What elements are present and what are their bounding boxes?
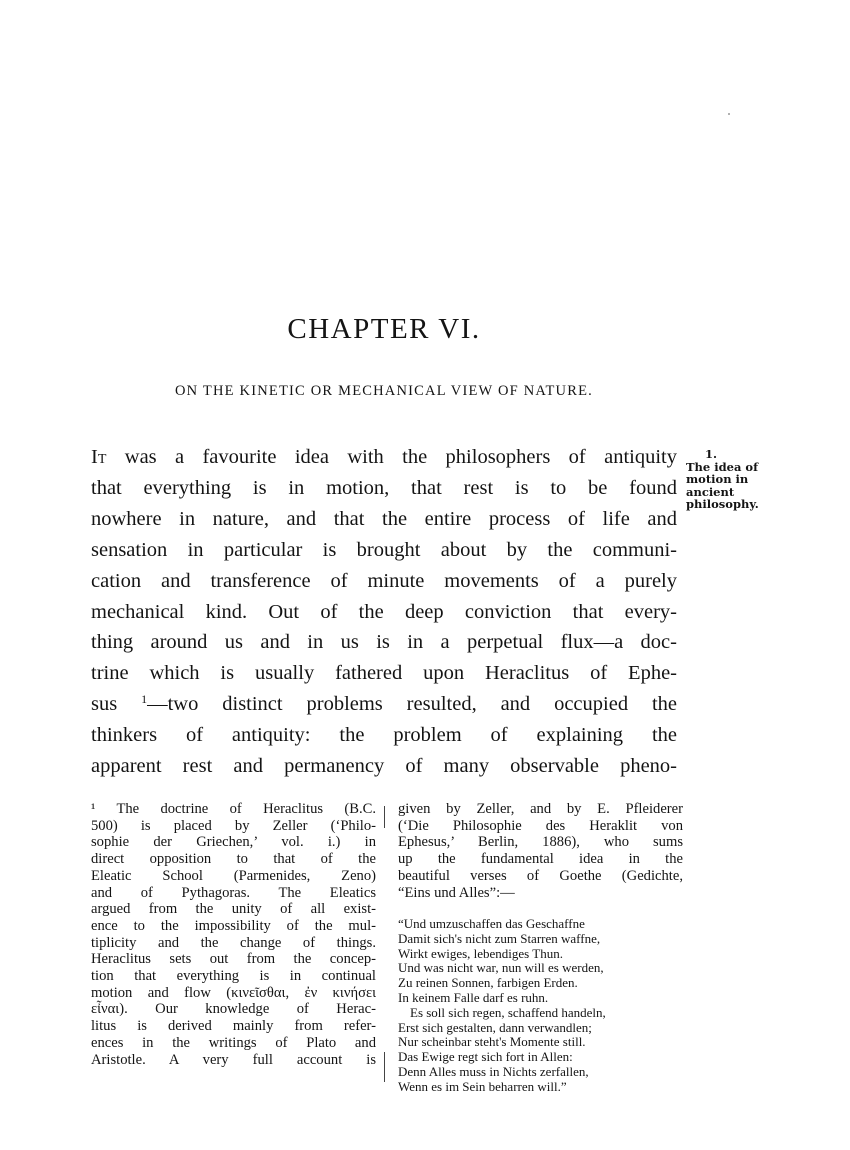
footnote-line: direct opposition to that of the [91, 851, 376, 868]
footnote-line: sophie der Griechen,’ vol. i.) in [91, 834, 376, 851]
footnote-line: given by Zeller, and by E. Pfleiderer [398, 801, 683, 817]
footnote-line: ences in the writings of Plato and [91, 1034, 376, 1051]
poem-line: Das Ewige regt sich fort in Allen: [398, 1049, 573, 1065]
poem-line: Damit sich's nicht zum Starren waffne, [398, 930, 601, 946]
sidenote-line: The idea of [686, 459, 759, 474]
body-line [91, 442, 677, 473]
footnote-column-right [398, 801, 683, 901]
poem-line: Und was nicht war, nun will es werden, [398, 960, 604, 976]
paper-speck [728, 113, 730, 115]
footnote-line: Eleatic School (Parmenides, Zeno) [91, 867, 376, 884]
body-line: thing around us and in us is in a perpetual flux—a doc- [91, 631, 677, 654]
footnote-line: (‘Die Philosophie des Heraklit von [398, 817, 683, 834]
poem-line: Wenn es im Sein beharren will.” [398, 1078, 567, 1094]
footnote-line: tion that everything is in continual [91, 968, 376, 985]
footnote-line: and of Pythagoras. The Eleatics [91, 884, 376, 901]
column-rule [384, 1052, 385, 1082]
body-line-prefix: sus [91, 693, 118, 716]
footnote-line: “Eins und Alles”:— [398, 884, 515, 901]
body-paragraph [91, 442, 677, 782]
body-line: trine which is usually fathered upon Heraclitus of Ephe- [91, 662, 677, 685]
footnote-line: εἶναι). Our knowledge of Herac- [91, 1001, 376, 1018]
poem-line: Wirkt ewiges, lebendiges Thun. [398, 945, 563, 961]
sidenote-line: motion in [686, 472, 749, 486]
initial-word: It [91, 446, 107, 468]
footnote-line: ence to the impossibility of the mul- [91, 917, 376, 934]
footnote-line: motion and flow (κινεῖσθαι, ἐν κινήσει [91, 984, 376, 1001]
margin-sidenote [686, 448, 776, 511]
sidenote-number: 1. [704, 447, 717, 461]
poem-line: “Und umzuschaffen das Geschaffne [398, 916, 585, 931]
body-line: nowhere in nature, and that the entire process of life and [91, 507, 677, 530]
poem-line: In keinem Falle darf es ruhn. [398, 989, 549, 1005]
body-line: apparent rest and permanency of many observable pheno- [91, 755, 677, 778]
body-line: sensation in particular is brought about by the communi- [91, 538, 677, 561]
sidenote-line: philosophy. [686, 497, 759, 511]
footnote-line: ¹ The doctrine of Heraclitus (B.C. [91, 801, 376, 817]
sidenote-line: ancient [686, 484, 735, 499]
body-line: cation and transference of minute movements of a purely [91, 569, 677, 592]
footnote-line: litus is derived mainly from refer- [91, 1018, 376, 1035]
footnote-line: up the fundamental idea in the [398, 851, 683, 868]
footnote-reference[interactable]: 1 [141, 692, 148, 707]
sidenote-text [686, 461, 776, 511]
poem-line: Nur scheinbar steht's Momente still. [398, 1034, 586, 1050]
body-line: that everything is in motion, that rest is to be found [91, 476, 677, 499]
footnote-line: beautiful verses of Goethe (Gedichte, [398, 867, 683, 884]
footnote-line: tiplicity and the change of things. [91, 934, 376, 951]
chapter-subtitle: ON THE KINETIC OR MECHANICAL VIEW OF NATURE. [175, 383, 593, 399]
poem-line: Zu reinen Sonnen, farbigen Erden. [398, 975, 578, 991]
footnote-line: argued from the unity of all exist- [91, 901, 376, 918]
poem-line: Erst sich gestalten, dann verwandlen; [398, 1019, 592, 1035]
poem-line: Denn Alles muss in Nichts zerfallen, [398, 1063, 589, 1079]
goethe-poem [398, 917, 688, 1095]
footnote-column-left [91, 801, 376, 1068]
footnote-line: 500) is placed by Zeller (‘Philo- [91, 817, 376, 834]
chapter-title: CHAPTER VI. [287, 313, 481, 345]
footnote-line: Heraclitus sets out from the concep- [91, 951, 376, 968]
body-line: thinkers of antiquity: the problem of explaining the [91, 724, 677, 747]
body-line [91, 689, 677, 720]
body-line-text: —two distinct problems resulted, and occupied the [147, 693, 677, 716]
column-rule [384, 806, 385, 828]
footnote-line: Ephesus,’ Berlin, 1886), who sums [398, 834, 683, 851]
poem-line: Es soll sich regen, schaffend handeln, [410, 1004, 606, 1020]
body-line-text: was a favourite idea with the philosophers of antiquity [124, 446, 678, 468]
footnote-line: Aristotle. A very full account is [91, 1051, 376, 1068]
body-line: mechanical kind. Out of the deep conviction that every- [91, 600, 677, 623]
